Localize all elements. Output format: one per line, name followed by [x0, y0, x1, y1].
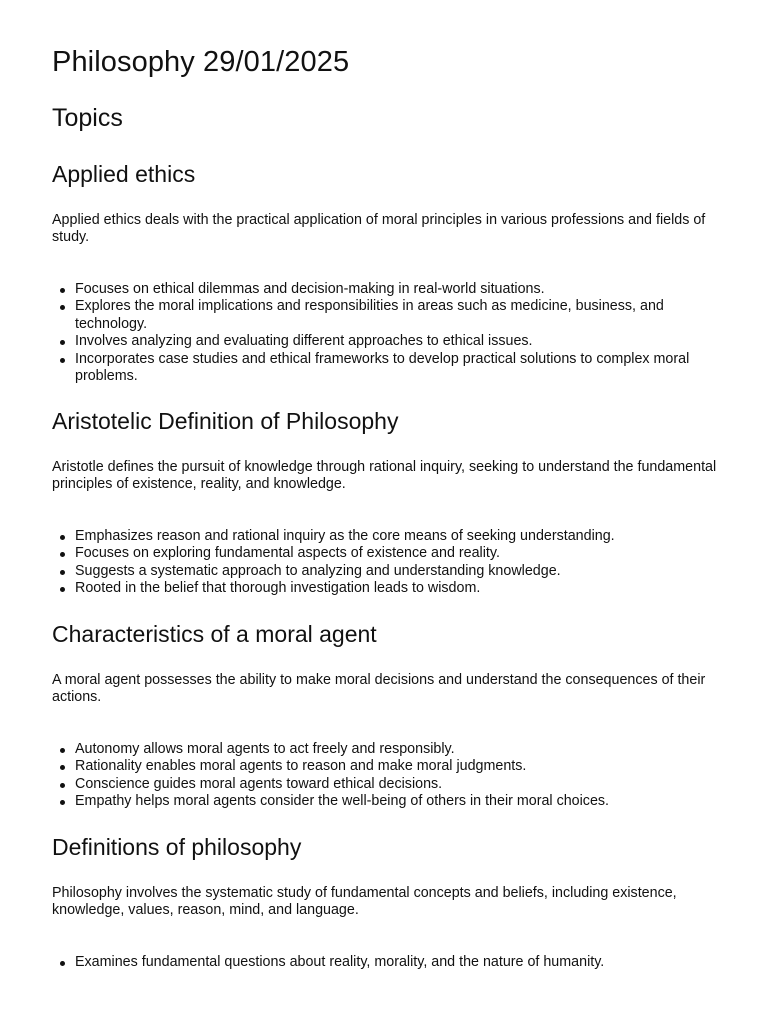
section-heading: Aristotelic Definition of Philosophy: [52, 408, 399, 434]
section-summary: Applied ethics deals with the practical application of moral principles in various professions and fields of study.: [52, 212, 706, 246]
bullet-list: [52, 741, 724, 811]
bullet-text: Rationality enables moral agents to reason and make moral judgments.: [75, 758, 527, 775]
bullet-item: [52, 281, 724, 298]
bullet-item: [52, 333, 724, 350]
bullet-text: Empathy helps moral agents consider the well-being of others in their moral choices.: [75, 793, 610, 810]
section-definitions-of-philosophy: [52, 833, 724, 970]
bullet-icon: [60, 570, 65, 575]
bullet-item: [52, 793, 724, 810]
bullet-item: [52, 741, 724, 758]
bullet-text: Involves analyzing and evaluating different approaches to ethical issues.: [75, 333, 533, 350]
bullet-text: Emphasizes reason and rational inquiry as the core means of seeking understanding.: [75, 528, 615, 544]
bullet-item: [52, 351, 724, 386]
bullet-text: Incorporates case studies and ethical frameworks to develop practical solutions to complex moral problems.: [75, 350, 690, 385]
section-heading: Characteristics of a moral agent: [52, 621, 377, 647]
bullet-text: Suggests a systematic approach to analyzing and understanding knowledge.: [75, 562, 561, 579]
section-summary: Aristotle defines the pursuit of knowledge through rational inquiry, seeking to understand the fundamental principles of existence, reality, and knowledge.: [52, 459, 717, 493]
section-heading: Definitions of philosophy: [52, 834, 302, 860]
bullet-text: Examines fundamental questions about reality, morality, and the nature of humanity.: [75, 954, 605, 970]
section-applied-ethics: [52, 160, 724, 385]
bullet-icon: [60, 340, 65, 345]
bullet-icon: [60, 587, 65, 592]
bullet-list: [52, 954, 724, 971]
bullet-icon: [60, 765, 65, 770]
bullet-text: Autonomy allows moral agents to act freely and responsibly.: [75, 741, 455, 757]
section-moral-agent: [52, 620, 724, 810]
bullet-item: [52, 758, 724, 775]
bullet-icon: [60, 305, 65, 310]
bullet-item: [52, 776, 724, 793]
bullet-item: [52, 528, 724, 545]
section-aristotelic-definition: [52, 407, 724, 597]
bullet-icon: [60, 783, 65, 788]
section-summary: Philosophy involves the systematic study of fundamental concepts and beliefs, including existence, knowledge, values, reason, mind, and language.: [52, 885, 677, 919]
section-summary: A moral agent possesses the ability to make moral decisions and understand the consequences of their actions.: [52, 672, 706, 706]
bullet-text: Focuses on ethical dilemmas and decision-making in real-world situations.: [75, 281, 545, 297]
section-heading: Applied ethics: [52, 161, 196, 187]
bullet-text: Focuses on exploring fundamental aspects of existence and reality.: [75, 545, 500, 562]
bullet-icon: [60, 800, 65, 805]
bullet-item: [52, 563, 724, 580]
bullet-list: [52, 528, 724, 598]
bullet-text: Rooted in the belief that thorough investigation leads to wisdom.: [75, 580, 481, 597]
bullet-icon: [60, 552, 65, 557]
bullet-item: [52, 954, 724, 971]
topics-heading: Topics: [52, 104, 123, 132]
bullet-text: Explores the moral implications and responsibilities in areas such as medicine, business, and technology.: [75, 298, 664, 332]
bullet-item: [52, 298, 724, 333]
bullet-icon: [60, 288, 65, 293]
bullet-list: [52, 281, 724, 385]
bullet-icon: [60, 535, 65, 540]
bullet-icon: [60, 358, 65, 363]
page-title: Philosophy 29/01/2025: [52, 46, 350, 78]
bullet-icon: [60, 961, 65, 966]
bullet-item: [52, 580, 724, 597]
bullet-icon: [60, 748, 65, 753]
bullet-item: [52, 545, 724, 562]
bullet-text: Conscience guides moral agents toward ethical decisions.: [75, 775, 443, 792]
